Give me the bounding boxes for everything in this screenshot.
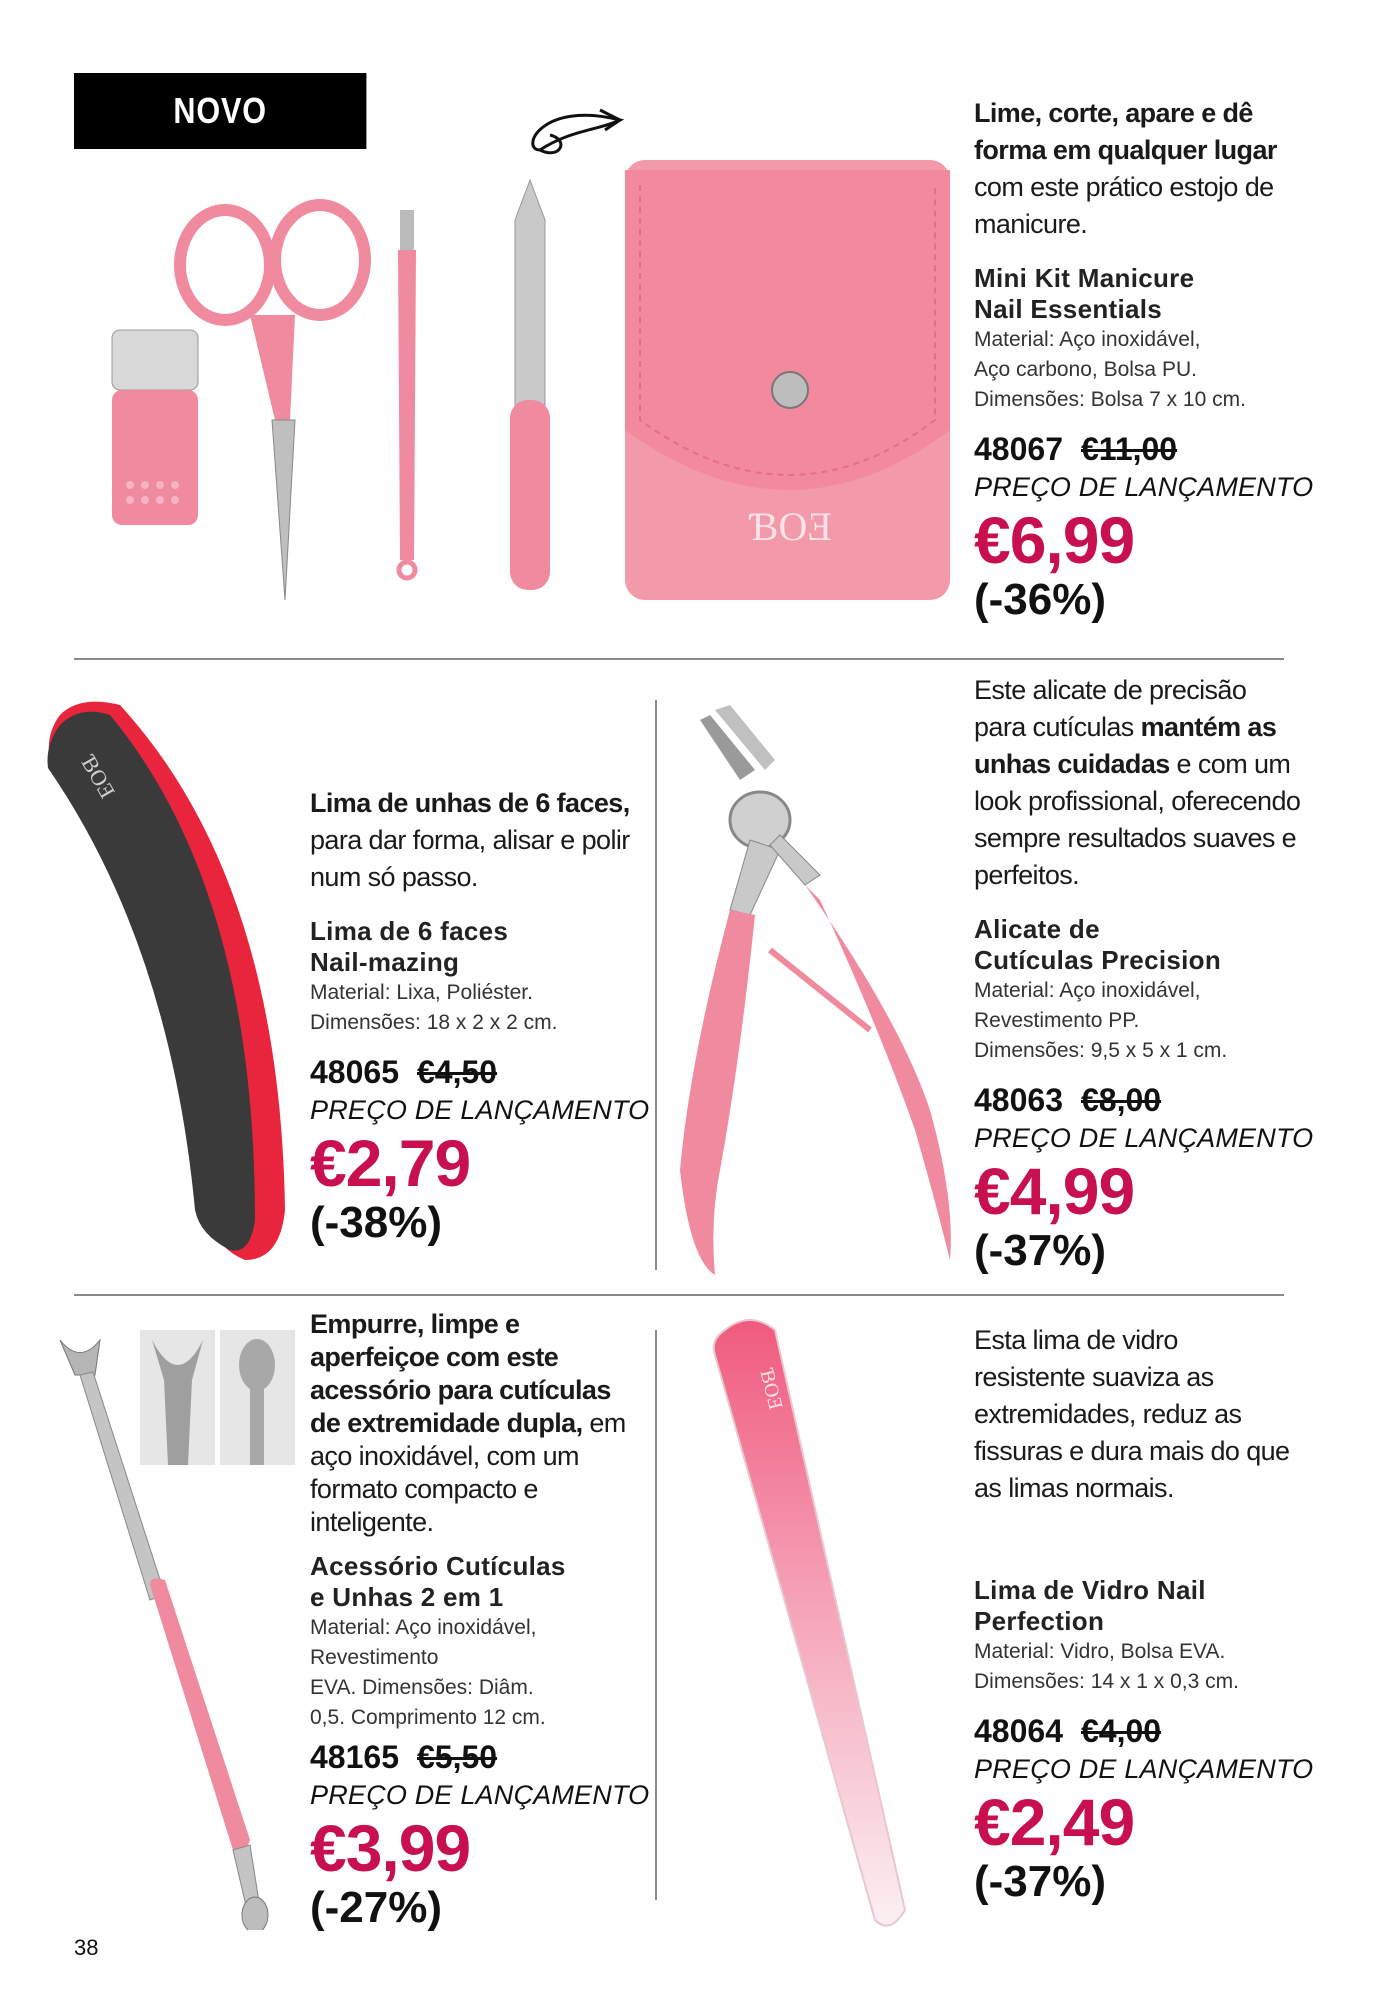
product-name: Lima de Vidro Nail Perfection [974,1575,1206,1636]
launch-label: PREÇO DE LANÇAMENTO [310,1780,650,1810]
metal-file-image [510,180,550,590]
product-code-line [974,1080,1374,1120]
product-intro: Lime, corte, apare e dê forma em qualquer lugar com este prático estojo de manicure. [974,98,1277,239]
scissors-image [180,205,365,600]
product-specs: Material: Vidro, Bolsa EVA. Dimensões: 14 x 1 x 0,3 cm. [974,1640,1239,1693]
section-divider [74,658,1284,660]
cuticle-pusher-small-image [398,210,416,578]
product-code: 48064 [974,1713,1063,1749]
product-specs: Material: Aço inoxidável, Revestimento PP. Dimensões: 9,5 x 5 x 1 cm. [974,979,1228,1062]
product-intro: Lima de unhas de 6 faces, para dar forma, alisar e polir num só passo. [310,788,630,892]
product-glass-file-details [974,1575,1374,1907]
discount: (-37%) [974,1857,1107,1906]
old-price: €11,00 [1080,431,1178,467]
column-divider [655,700,657,1270]
new-badge: NOVO [74,73,366,149]
cuticle-pusher-detail-image [140,1330,215,1465]
product-name: Mini Kit Manicure Nail Essentials [974,263,1195,324]
product-code: 48063 [974,1082,1063,1118]
curved-arrow-icon [533,115,620,152]
launch-label: PREÇO DE LANÇAMENTO [974,1123,1314,1153]
product-specs: Material: Lixa, Poliéster. Dimensões: 18 x 2 x 2 cm. [310,981,558,1034]
product-cuticle-nipper [974,672,1374,1276]
product-intro: Esta lima de vidro resistente suaviza as extremidades, reduz as fissuras e dura mais do que as limas normais. [974,1325,1290,1503]
product-specs: Material: Aço inoxidável, Revestimento EVA. Dimensões: Diâm. 0,5. Comprimento 12 cm. [310,1616,546,1729]
product-code-line [310,1052,650,1092]
sale-price: €2,79 [310,1126,471,1200]
product-specs: Material: Aço inoxidável, Aço carbono, Bolsa PU. Dimensões: Bolsa 7 x 10 cm. [974,328,1246,411]
old-price: €4,50 [416,1054,498,1090]
svg-text:ƁOƎ: ƁOƎ [755,1365,787,1412]
page-number: 38 [74,1935,99,1960]
sale-price: €6,99 [974,503,1135,577]
discount: (-38%) [310,1198,443,1247]
svg-text:ƁOƎ: ƁOƎ [748,504,832,549]
old-price: €4,00 [1080,1713,1162,1749]
discount: (-37%) [974,1226,1107,1275]
section-divider [74,1294,1284,1296]
svg-text:ƁOƎ: ƁOƎ [75,750,121,803]
cuticle-nipper-image [670,700,970,1280]
discount: (-36%) [974,575,1107,624]
product-intro: Este alicate de precisão para cutículas mantém as unhas cuidadas e com um look profissional, oferecendo sempre resultados suaves e perfeitos. [974,675,1301,890]
product-cuticle-pusher [310,1308,650,1933]
six-face-file-image [40,690,300,1270]
launch-label: PREÇO DE LANÇAMENTO [310,1095,650,1125]
product-intro: Empurre, limpe e aperfeiçoe com este acessório para cutículas de extremidade dupla, em aço inoxidável, com um formato compacto e inteligente. [310,1309,626,1537]
discount: (-27%) [310,1883,443,1932]
product-code: 48165 [310,1739,399,1775]
product-code-line [974,1711,1374,1751]
old-price: €5,50 [416,1739,498,1775]
launch-label: PREÇO DE LANÇAMENTO [974,472,1314,502]
product-six-face-file [310,785,650,1248]
product-code: 48065 [310,1054,399,1090]
nail-clipper-image [112,330,198,525]
product-code-line [310,1737,650,1777]
product-name: Alicate de Cutículas Precision [974,914,1221,975]
sale-price: €2,49 [974,1785,1135,1859]
glass-file-image [700,1310,930,1940]
product-code-line [974,429,1374,469]
product-kit [974,95,1374,625]
pouch-image [625,160,950,600]
manicure-kit-image [100,90,960,610]
old-price: €8,00 [1080,1082,1162,1118]
column-divider [655,1330,657,1900]
product-name: Lima de 6 faces Nail-mazing [310,916,509,977]
product-glass-file [974,1322,1374,1507]
cuticle-spoon-detail-image [220,1330,295,1465]
launch-label: PREÇO DE LANÇAMENTO [974,1754,1314,1784]
product-name: Acessório Cutículas e Unhas 2 em 1 [310,1551,566,1612]
product-code: 48067 [974,431,1063,467]
sale-price: €4,99 [974,1154,1135,1228]
sale-price: €3,99 [310,1811,471,1885]
